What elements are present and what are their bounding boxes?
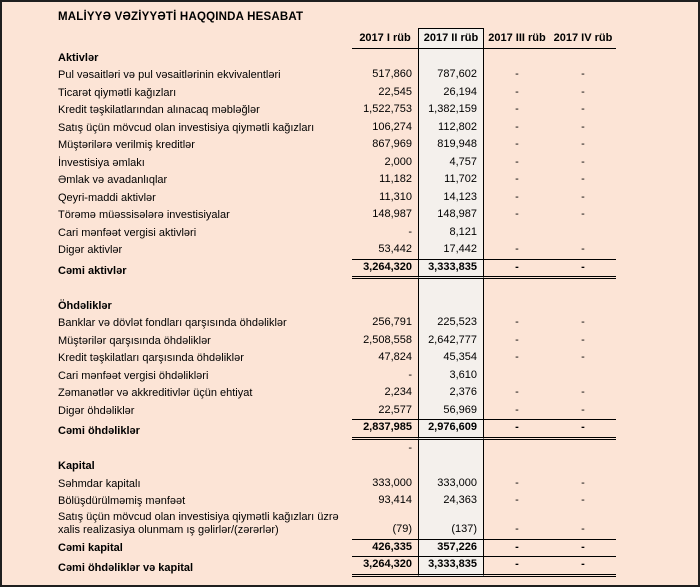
- value-cell: [550, 224, 616, 242]
- value-cell: 256,791: [372, 316, 412, 328]
- value-cell: 93,414: [378, 494, 412, 506]
- table-row: [56, 206, 670, 224]
- value-cell: -: [515, 494, 519, 506]
- value-cell: 426,335: [352, 539, 418, 557]
- value-cell: -: [581, 85, 585, 98]
- row-label: Digər öhdəliklər: [58, 404, 135, 417]
- row-label: Cəmi öhdəliklər və kapital: [58, 562, 194, 574]
- table-body: [56, 49, 670, 577]
- value-cell: 1,522,753: [363, 103, 412, 115]
- value-cell: 1,382,159: [418, 101, 484, 119]
- table-header-row: [56, 28, 670, 49]
- table-row: [56, 84, 670, 102]
- table-row: [56, 154, 670, 172]
- value-cell: -: [408, 368, 412, 381]
- value-cell: 47,824: [378, 351, 412, 363]
- row-label: Cari mənfəət vergisi aktivləri: [58, 226, 197, 239]
- row-label: Kapital: [58, 460, 95, 472]
- value-cell: [352, 457, 418, 475]
- value-cell: 22,577: [378, 403, 412, 416]
- value-cell: -: [581, 138, 585, 150]
- value-cell: [418, 440, 484, 458]
- value-cell: -: [408, 441, 412, 454]
- value-cell: -: [484, 556, 550, 577]
- value-cell: 11,310: [379, 190, 412, 203]
- table-row: [56, 384, 670, 402]
- value-cell: 53,442: [378, 243, 412, 255]
- value-cell: 3,264,320: [352, 259, 418, 280]
- value-cell: 3,333,835: [418, 259, 484, 280]
- table-row: [56, 440, 670, 458]
- column-header-q2-highlighted: 2017 II rüb: [418, 28, 484, 49]
- value-cell: 22,545: [378, 85, 412, 98]
- row-label: İnvestisiya əmlakı: [58, 156, 145, 169]
- row-label: Kredit təşkilatlarından alınacaq məbləğlər: [58, 104, 260, 116]
- row-label: Cari mənfəət vergisi öhdəlikləri: [58, 369, 209, 382]
- value-cell: -: [550, 556, 616, 577]
- value-cell: -: [581, 120, 585, 133]
- value-cell: -: [515, 333, 519, 346]
- section-header-row: [56, 49, 670, 67]
- table-row: [56, 66, 670, 84]
- table-row: [56, 492, 670, 510]
- value-cell: 333,000: [372, 476, 412, 489]
- row-label: Öhdəliklər: [58, 299, 112, 312]
- value-cell: 56,969: [418, 402, 484, 420]
- value-cell: -: [515, 476, 519, 489]
- table-row: [56, 475, 670, 493]
- row-label: Zəmanətlər və akkreditivlər üçün ehtiyat: [58, 387, 253, 399]
- value-cell: -: [581, 386, 585, 398]
- header-label-spacer: [56, 28, 352, 49]
- value-cell: -: [484, 419, 550, 440]
- value-cell: -: [581, 208, 585, 220]
- value-cell: -: [484, 539, 550, 557]
- row-label: Ticarət qiymətli kağızları: [58, 86, 177, 99]
- value-cell: [352, 49, 418, 67]
- row-label: Müştərilər qarşısında öhdəliklər: [58, 334, 211, 347]
- value-cell: -: [550, 259, 616, 280]
- value-cell: 4,757: [418, 154, 484, 172]
- value-cell: 2,234: [384, 386, 412, 398]
- value-cell: -: [515, 386, 519, 398]
- value-cell: -: [408, 225, 412, 238]
- row-label: Səhmdar kapitalı: [58, 477, 141, 490]
- value-cell: [484, 457, 550, 475]
- row-label: Müştərilərə verilmiş kreditlər: [58, 139, 195, 151]
- value-cell: 787,602: [418, 66, 484, 84]
- value-cell: -: [581, 333, 585, 346]
- value-cell: [550, 367, 616, 385]
- value-cell: 45,354: [418, 349, 484, 367]
- row-label: Satış üçün mövcud olan investisiya qiymətli kağızları üzrə xalis realizasiya olunmam ış gəlirlər/(zərərlər): [58, 510, 339, 536]
- row-label: Cəmi kapital: [58, 541, 123, 554]
- value-cell: [550, 49, 616, 67]
- value-cell: 112,802: [418, 119, 484, 137]
- value-cell: (79): [392, 523, 412, 535]
- value-cell: -: [581, 403, 585, 416]
- value-cell: [484, 367, 550, 385]
- value-cell: [550, 297, 616, 315]
- table-row: [56, 189, 670, 207]
- value-cell: [352, 297, 418, 315]
- row-label: Qeyri-maddi aktivlər: [58, 191, 156, 204]
- value-cell: [550, 440, 616, 458]
- value-cell: 2,642,777: [418, 332, 484, 350]
- value-cell: [484, 279, 550, 297]
- value-cell: 2,508,558: [363, 333, 412, 346]
- value-cell: -: [581, 155, 585, 168]
- value-cell: 867,969: [372, 138, 412, 150]
- value-cell: [352, 279, 418, 297]
- total-row: [56, 539, 670, 557]
- value-cell: -: [581, 494, 585, 506]
- row-label: Pul vəsaitləri və pul vəsaitlərinin ekvivalentləri: [58, 69, 281, 81]
- value-cell: (137): [418, 510, 484, 539]
- total-row: [56, 556, 670, 577]
- value-cell: -: [515, 403, 519, 416]
- value-cell: 148,987: [418, 206, 484, 224]
- value-cell: [418, 457, 484, 475]
- report-title: MALİYYƏ VƏZİYYƏTİ HAQQINDA HESABAT: [58, 11, 304, 23]
- table-row: [56, 171, 670, 189]
- row-label: Əmlak və avadanlıqlar: [58, 174, 168, 186]
- row-label: Kredit təşkilatları qarşısında öhdəliklər: [58, 352, 244, 364]
- value-cell: -: [550, 539, 616, 557]
- row-label: Cəmi aktivlər: [58, 264, 127, 277]
- value-cell: 225,523: [418, 314, 484, 332]
- column-header-q3: 2017 III rüb: [484, 28, 550, 49]
- value-cell: -: [581, 243, 585, 255]
- value-cell: 148,987: [372, 208, 412, 220]
- value-cell: -: [581, 351, 585, 363]
- value-cell: [484, 440, 550, 458]
- row-label: Satış üçün mövcud olan investisiya qiymətli kağızları: [58, 121, 315, 134]
- value-cell: 517,860: [372, 68, 412, 80]
- value-cell: -: [515, 173, 519, 185]
- value-cell: [418, 297, 484, 315]
- value-cell: 2,837,985: [352, 419, 418, 440]
- value-cell: -: [484, 259, 550, 280]
- value-cell: [418, 49, 484, 67]
- value-cell: -: [515, 138, 519, 150]
- row-label: Cəmi öhdəliklər: [58, 425, 140, 437]
- row-label: Aktivlər: [58, 51, 99, 64]
- row-label: Törəmə müəssisələrə investisiyalar: [58, 209, 230, 221]
- value-cell: -: [515, 243, 519, 255]
- value-cell: -: [515, 190, 519, 203]
- value-cell: -: [515, 85, 519, 98]
- value-cell: 2,976,609: [418, 419, 484, 440]
- value-cell: -: [515, 68, 519, 80]
- value-cell: -: [581, 103, 585, 115]
- table-row: [56, 119, 670, 137]
- value-cell: -: [515, 316, 519, 328]
- value-cell: 3,333,835: [418, 556, 484, 577]
- value-cell: -: [515, 208, 519, 220]
- table-row: [56, 314, 670, 332]
- value-cell: [550, 457, 616, 475]
- value-cell: [418, 279, 484, 297]
- section-header-row: [56, 297, 670, 315]
- table-row: [56, 510, 670, 539]
- value-cell: 333,000: [418, 475, 484, 493]
- value-cell: -: [515, 523, 519, 535]
- table-row: [56, 101, 670, 119]
- value-cell: [484, 297, 550, 315]
- table-row: [56, 402, 670, 420]
- financial-table: [56, 28, 670, 577]
- row-label: Banklar və dövlət fondları qarşısında öhdəliklər: [58, 317, 287, 329]
- value-cell: -: [515, 103, 519, 115]
- value-cell: 8,121: [418, 224, 484, 242]
- value-cell: [550, 279, 616, 297]
- table-row: [56, 367, 670, 385]
- spacer-row: [56, 279, 670, 297]
- value-cell: -: [515, 120, 519, 133]
- value-cell: -: [581, 173, 585, 185]
- value-cell: -: [550, 419, 616, 440]
- value-cell: 26,194: [418, 84, 484, 102]
- value-cell: 357,226: [418, 539, 484, 557]
- section-header-row: [56, 457, 670, 475]
- table-row: [56, 224, 670, 242]
- value-cell: [484, 224, 550, 242]
- value-cell: 14,123: [418, 189, 484, 207]
- value-cell: 106,274: [372, 120, 412, 133]
- value-cell: -: [581, 316, 585, 328]
- value-cell: 3,264,320: [352, 556, 418, 577]
- table-row: [56, 332, 670, 350]
- row-label: [56, 440, 352, 458]
- value-cell: 24,363: [418, 492, 484, 510]
- value-cell: 11,702: [418, 171, 484, 189]
- table-row: [56, 241, 670, 259]
- value-cell: 2,376: [418, 384, 484, 402]
- value-cell: -: [515, 155, 519, 168]
- row-label: Bölüşdürülməmiş mənfəət: [58, 495, 186, 507]
- value-cell: -: [581, 190, 585, 203]
- column-header-q1: 2017 I rüb: [352, 28, 418, 49]
- value-cell: [484, 49, 550, 67]
- row-label: [56, 279, 352, 297]
- table-row: [56, 349, 670, 367]
- column-header-q4: 2017 IV rüb: [550, 28, 616, 49]
- row-label: Digər aktivlər: [58, 244, 123, 256]
- table-row: [56, 136, 670, 154]
- value-cell: -: [515, 351, 519, 363]
- total-row: [56, 419, 670, 440]
- value-cell: -: [581, 476, 585, 489]
- value-cell: -: [581, 523, 585, 535]
- value-cell: 11,182: [379, 173, 412, 185]
- value-cell: 2,000: [384, 155, 412, 168]
- value-cell: 17,442: [418, 241, 484, 259]
- value-cell: 819,948: [418, 136, 484, 154]
- value-cell: 3,610: [418, 367, 484, 385]
- total-row: [56, 259, 670, 280]
- value-cell: -: [581, 68, 585, 80]
